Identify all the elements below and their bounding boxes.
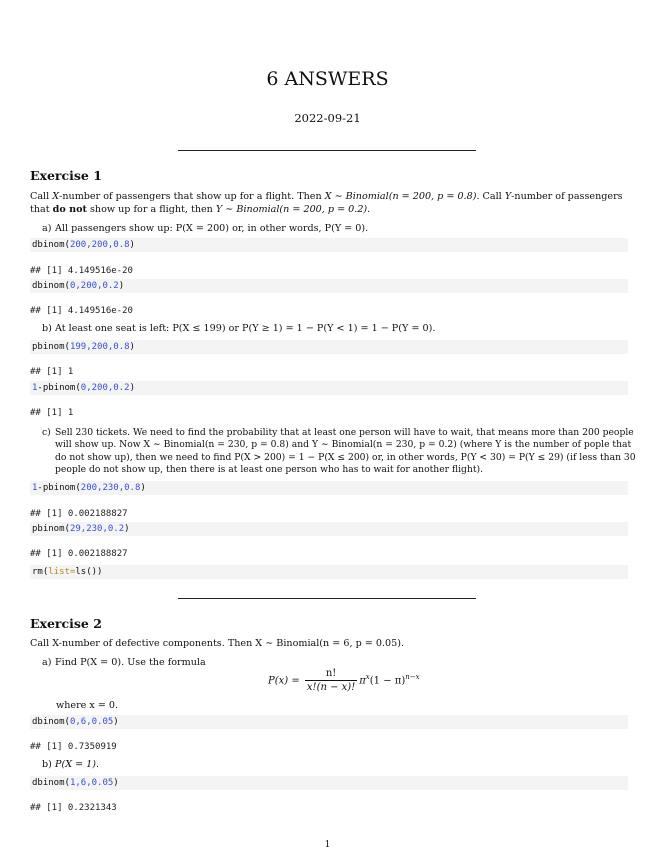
exercise-1-intro: Call X-number of passengers that show up for a flight. Then X ∼ Binomial(n = 200, p = 0.8). Call Y-number of passengers that do not show up for a flight, then Y ∼ Binomial(n = 200, p = 0.2).	[30, 191, 623, 215]
exercise-1-heading: Exercise 1	[30, 168, 102, 183]
code-output: ## [1] 1	[30, 367, 74, 377]
code-block: rm(list=ls())	[30, 565, 628, 579]
code-block: dbinom(200,200,0.8)	[30, 238, 628, 252]
exercise-1-item-b: b) At least one seat is left: P(X ≤ 199) or P(Y ≥ 1) = 1 − P(Y < 1) = 1 − P(Y = 0).	[42, 323, 436, 334]
section-divider	[178, 150, 476, 151]
code-output: ## [1] 0.002188827	[30, 549, 128, 559]
code-block: 1-pbinom(0,200,0.2)	[30, 381, 628, 395]
section-divider	[178, 598, 476, 599]
exercise-2-item-a: a) Find P(X = 0). Use the formula	[42, 657, 206, 668]
code-block: dbinom(0,6,0.05)	[30, 715, 628, 729]
document-title: 6 ANSWERS	[266, 68, 389, 90]
page-number: 1	[324, 840, 331, 850]
code-output: ## [1] 0.2321343	[30, 803, 117, 813]
document-date: 2022-09-21	[294, 111, 361, 125]
binomial-formula: P(x) = $\frac{n!}{x!(n - x)!}$ $\pi^x(1 - \pi)^{n-x}$	[268, 668, 420, 693]
formula-where-note: where x = 0.	[56, 700, 119, 711]
exercise-2-intro: Call X-number of defective components. Then X ∼ Binomial(n = 6, p = 0.05).	[30, 638, 405, 649]
code-output: ## [1] 4.149516e-20	[30, 306, 133, 316]
code-block: dbinom(0,200,0.2)	[30, 279, 628, 293]
exercise-2-heading: Exercise 2	[30, 616, 102, 631]
code-output: ## [1] 1	[30, 408, 74, 418]
exercise-1-item-c: c) Sell 230 tickets. We need to find the probability that at least one person will have to wait, that means more than 200 people will show up. Now X ∼ Binomial(n = 230, p = 0.8) and Y ∼ Binomial(n = 230, p = 0.2) (where Y is the number of pople that do not show up), then we need to find P(X > 200) = 1 − P(X ≤ 200) or, in other words, P(Y < 30) = P(Y ≤ 29) (if less than 30 people do not show up, then there is at least one person who has to wait for another flight).	[42, 427, 636, 475]
code-output: ## [1] 4.149516e-20	[30, 266, 133, 276]
code-output: ## [1] 0.7350919	[30, 742, 117, 752]
code-output: ## [1] 0.002188827	[30, 509, 128, 519]
code-block: pbinom(29,230,0.2)	[30, 522, 628, 536]
code-block: 1-pbinom(200,230,0.8)	[30, 481, 628, 495]
code-block: pbinom(199,200,0.8)	[30, 340, 628, 354]
code-block: dbinom(1,6,0.05)	[30, 776, 628, 790]
exercise-1-item-a: a) All passengers show up: P(X = 200) or, in other words, P(Y = 0).	[42, 223, 369, 234]
exercise-2-item-b: b) P(X = 1).	[42, 759, 100, 770]
